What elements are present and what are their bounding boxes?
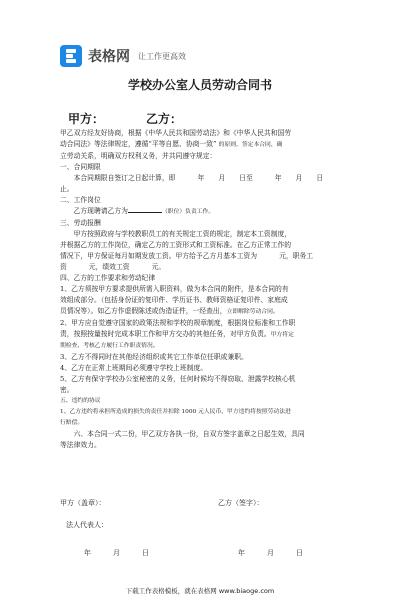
brand-slogan: 让工作更高效	[138, 51, 186, 61]
section-4-item-5a: 5、乙方有保守学校办公室秘密的义务，任何时候均不得窃取、泄露学校核心机	[60, 375, 296, 383]
section-3-heading: 三、劳动报酬	[60, 219, 101, 227]
party-a-label: 甲方：	[68, 112, 105, 126]
party-a-date: 年 月 日	[84, 549, 149, 557]
section-5-line-a: 1、乙方违约将承担所造成的损失的责任并扣除 1000 元人民币，甲方违约将按照劳动法进	[60, 409, 291, 415]
section-2-text: 乙方现聘请乙方为 （职位）负责工作。	[73, 207, 215, 215]
parties-row	[68, 110, 368, 127]
logo-icon	[60, 45, 82, 67]
section-3-line-1: 甲方按照政府与学校教职员工的有关规定工资的规定，制定本工资制度，	[73, 230, 292, 238]
section-4-item-2a: 2、甲方应自觉遵守国家的政策法规和学校的规章制度，根据岗位标准和工作职	[60, 319, 296, 327]
party-a-seal-label: 甲方（盖章）：	[60, 499, 106, 507]
section-4-item-1c: 员情况等）。如乙方作虚假陈述或伪造证件，一经查出，立即解除劳动合同。	[60, 307, 279, 315]
intro-line-3: 立劳动关系，明确双方权利义务，并共同遵守规定：	[60, 152, 217, 160]
brand-name: 表格网	[88, 49, 130, 65]
section-4-item-4: 4、乙方在正常上班期间必须遵守学校上班制度。	[60, 364, 208, 372]
section-4-item-3: 3、乙方不得同时在其他经济组织或其它工作单位任职或兼职。	[60, 353, 248, 361]
signature-dates	[84, 548, 384, 558]
signature-row	[60, 498, 360, 508]
brand-header	[60, 44, 186, 68]
section-4-heading: 四、乙方的工作要求和劳动纪律	[60, 274, 156, 282]
section-1-heading: 一、合同期限	[60, 163, 101, 171]
section-4-item-2b: 责，按照按量按时完成本职工作和甲方交办的其他任务，对甲方负责。甲方将定	[60, 330, 294, 338]
party-b-label: 乙方：	[146, 112, 183, 126]
intro-line-1: 甲乙双方经友好协商，根据《中华人民共和国劳动法》和《中华人民共和国劳	[60, 129, 292, 137]
party-b-date: 年 月 日	[238, 549, 303, 557]
section-4-item-5b: 密。	[60, 386, 74, 394]
legal-representative-label: 法人代表人：	[66, 521, 108, 529]
section-3-line-2: 并根据乙方的工作岗位，确定乙方的工资形式和工资标准。在乙方正常工作的	[60, 241, 292, 249]
section-6-line-a: 六、本合同一式二份，甲乙双方各执一份，自双方签字盖章之日起生效，具同	[73, 430, 305, 438]
document-title: 学校办公室人员劳动合同书	[127, 78, 272, 92]
section-4-item-1a: 1、乙方须按甲方要求提供所需入职资料，做为本合同的附件，是本合同的有	[60, 285, 289, 293]
section-2-heading: 二、工作岗位	[60, 196, 101, 204]
position-blank	[128, 206, 162, 213]
intro-line-2: 动合同法》等法律规定，遵循“平等自愿、协商一致” 的原则，签定本合同，确	[60, 140, 283, 148]
section-6-line-b: 等法律效力。	[60, 441, 101, 449]
contract-body	[60, 128, 350, 451]
section-3-line-3: 情况下，甲方保证每月如期发放工资。甲方给予乙方月基本工资为 元，职务工	[60, 252, 314, 260]
section-1-text: 本合同期限自签订之日起计算，即 年 月 日至 年 月 日	[73, 174, 324, 182]
footer-text: 下载工作表格模板，就在表格网 www.biaoge.com	[125, 587, 275, 595]
section-5-heading: 五、违约的协议	[60, 398, 101, 404]
section-4-item-1b: 效组成部分。（包括身份证的复印件、学历证书、教师资格证复印件、家庭成	[60, 296, 288, 304]
section-3-line-4: 资 元，绩效工资 元。	[60, 263, 166, 271]
section-4-item-2c: 期检查、考核乙方履行工作职责情况。	[60, 343, 159, 349]
section-5-line-b: 行赔偿。	[60, 420, 84, 426]
section-1-end: 止。	[60, 185, 74, 193]
party-b-sign-label: 乙方（签字）：	[218, 499, 264, 507]
